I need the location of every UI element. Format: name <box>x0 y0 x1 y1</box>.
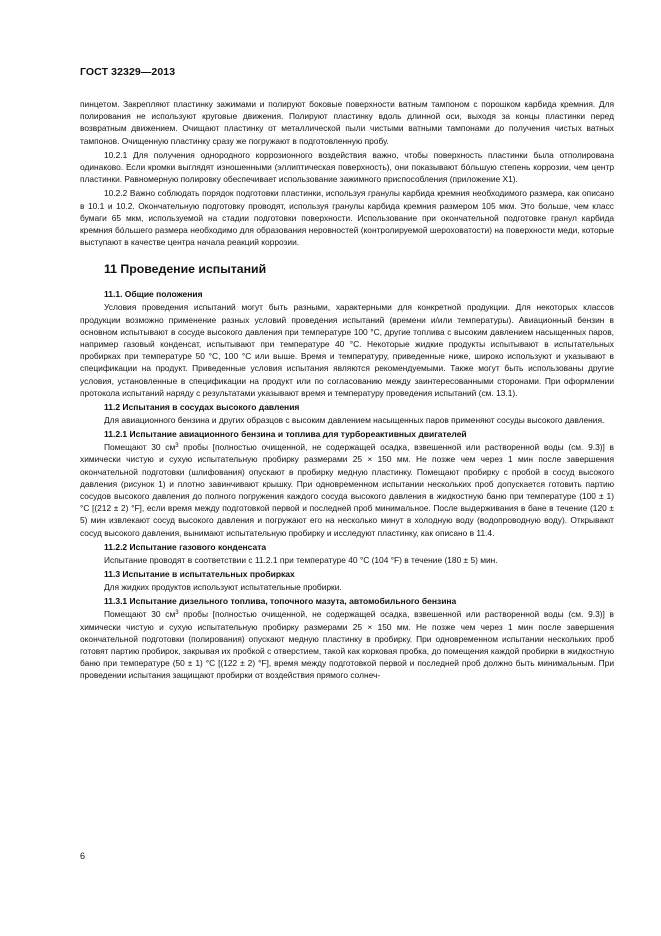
paragraph-11-1: Условия проведения испытаний могут быть разными, характерными для конкретной продукции. Для некоторых классов продукции возможно применение разных условий проведения испытаний (времени и/или температуры). Авиационный бензин в основном испытывают в сосуде высокого давления при температуре 100 °C, другие топлива с высоким давлением насыщенных паров, например газовый конденсат, испытывают при температуре 40 °C. Некоторые жидкие продукты испытывают в испытательных пробирках при температуре 50 °C, 100 °C или выше. Время и температуру, приведенные ниже, широко используют и указывают в спецификации на продукт. Приведенные условия испытания являются рекомендуемыми. Также могут быть использованы другие условия, установленные в спецификации на продукт или по согласованию между заинтересованными сторонами. При оформлении протокола испытаний наряду с результатами указывают время и температуру проведения испытаний (см. 13.1). <box>80 302 614 398</box>
subsection-11-1-heading: 11.1. Общие положения <box>104 289 203 300</box>
document-page <box>80 66 614 682</box>
paragraph-10-2-1: 10.2.1 Для получения однородного коррозионного воздействия важно, чтобы поверхность пластинки была отполирована одинаково. Если кромки выглядят изношенными (эллиптическая поверхность), они показывают бóльшую степень коррозии, чем центр пластинки. Равномерную полировку обеспечивает использование зажимного приспособления (приложение Х1). <box>80 149 614 185</box>
text-11-2-1-start: Помещают 30 см <box>104 442 176 453</box>
section-11-heading: 11 Проведение испытаний <box>104 262 267 277</box>
superscript-cube: 3 <box>175 610 179 617</box>
subsection-11-2-2-heading: 11.2.2 Испытание газового конденсата <box>104 541 267 552</box>
text-11-3-1-rest: пробы [полностью очищенной, не содержащей осадка, взвешенной или растворенной воды (см. 9.3)] в химически чистую и сухую испытательную пробирку размерами 25 × 150 мм. Не позже чем через 1 мин после завершения окончательной подготовки (полирования) опускают медную пластинку в пробирку. При одновременном испытании нескольких проб готовят партию пробирок, закрывая их пробкой с отверстием, такой как корковая пробка, до помещения каждой пробирки в жидкостную баню при температуре (50 ± 1) °C [(122 ± 2) °F], время между подготовкой первой и последней проб должно быть минимальным. При проведении испытания защищают пробирки от воздействия прямого солнеч- <box>80 609 614 681</box>
page-number: 6 <box>80 851 86 861</box>
superscript-cube: 3 <box>175 443 179 450</box>
subsection-11-2-1-heading: 11.2.1 Испытание авиационного бензина и топлива для турбореактивных двигателей <box>104 429 467 440</box>
paragraph-10-2-2: 10.2.2 Важно соблюдать порядок подготовки пластинки, используя гранулы карбида кремния необходимого размера, как описано в 10.1 и 10.2. Окончательную подготовку проводят, используя гранулы карбида кремния размером 105 мкм. Это больше, чем класс бумаги 65 мкм, используемой на стадии подготовки поверхности. Использование при окончательной подготовке гранул карбида кремния бóльшего размера необходимо для образования неровностей (контролируемой шероховатости) на поверхности меди, которые выступают в качестве центра начала реакций коррозии. <box>80 188 614 248</box>
paragraph-intro: пинцетом. Закрепляют пластинку зажимами и полируют боковые поверхности ватным тампоном с порошком карбида кремния. Для полирования не используют круговые движения. Полируют пластинку вдоль длинной оси, выходя за концы пластинки перед возвратным движением. Очищают пластинку от металлической пыли чистыми ватными тампонами до получения чистых ватных тампонов. Очищенную пластинку сразу же погружают в подготовленную пробу. <box>80 99 614 146</box>
text-11-2-1-rest: пробы [полностью очищенной, не содержащей осадка, взвешенной или растворенной воды (см. 9.3)] в химически чистую и сухую испытательную пробирку размерами 25 × 150 мм. Не позже чем через 1 мин после завершения окончательной подготовки (шлифования) опускают в пробирку медную пластинку. Помещают пробирку с пробой в сосуд высокого давления (рисунок 1) и плотно завинчивают крышку. При одновременном испытании нескольких проб допускается готовить партию сосудов высокого давления до полного погружения каждого сосуда высокого давления в жидкостную баню при температуре (100 ± 1) °C [(212 ± 2) °F], если время между подготовкой первой и последней проб минимальное. После выдерживания в бане в течение (120 ± 5) мин извлекают сосуд высокого давления и погружают его на несколько минут в холодную воду (водопроводную воду). Открывают сосуд высокого давления, вынимают испытательную пробирку и исследуют пластинку, как описано в 11.4. <box>80 442 614 538</box>
paragraph-11-2-2: Испытание проводят в соответствии с 11.2.1 при температуре 40 °C (104 °F) в течение (180 ± 5) мин. <box>104 554 498 565</box>
paragraph-11-2-1 <box>80 441 614 539</box>
subsection-11-3-1-heading: 11.3.1 Испытание дизельного топлива, топочного мазута, автомобильного бензина <box>104 596 457 607</box>
paragraph-11-3: Для жидких продуктов используют испытательные пробирки. <box>104 582 342 593</box>
paragraph-11-2: Для авиационного бензина и других образцов с высоким давлением насыщенных паров применяют сосуды высокого давления. <box>104 415 605 426</box>
paragraph-11-3-1 <box>80 608 614 681</box>
text-11-3-1-start: Помещают 30 см <box>104 609 176 620</box>
standard-header: ГОСТ 32329—2013 <box>80 66 176 78</box>
subsection-11-3-heading: 11.3 Испытание в испытательных пробирках <box>104 569 295 580</box>
subsection-11-2-heading: 11.2 Испытания в сосудах высокого давления <box>104 402 300 413</box>
